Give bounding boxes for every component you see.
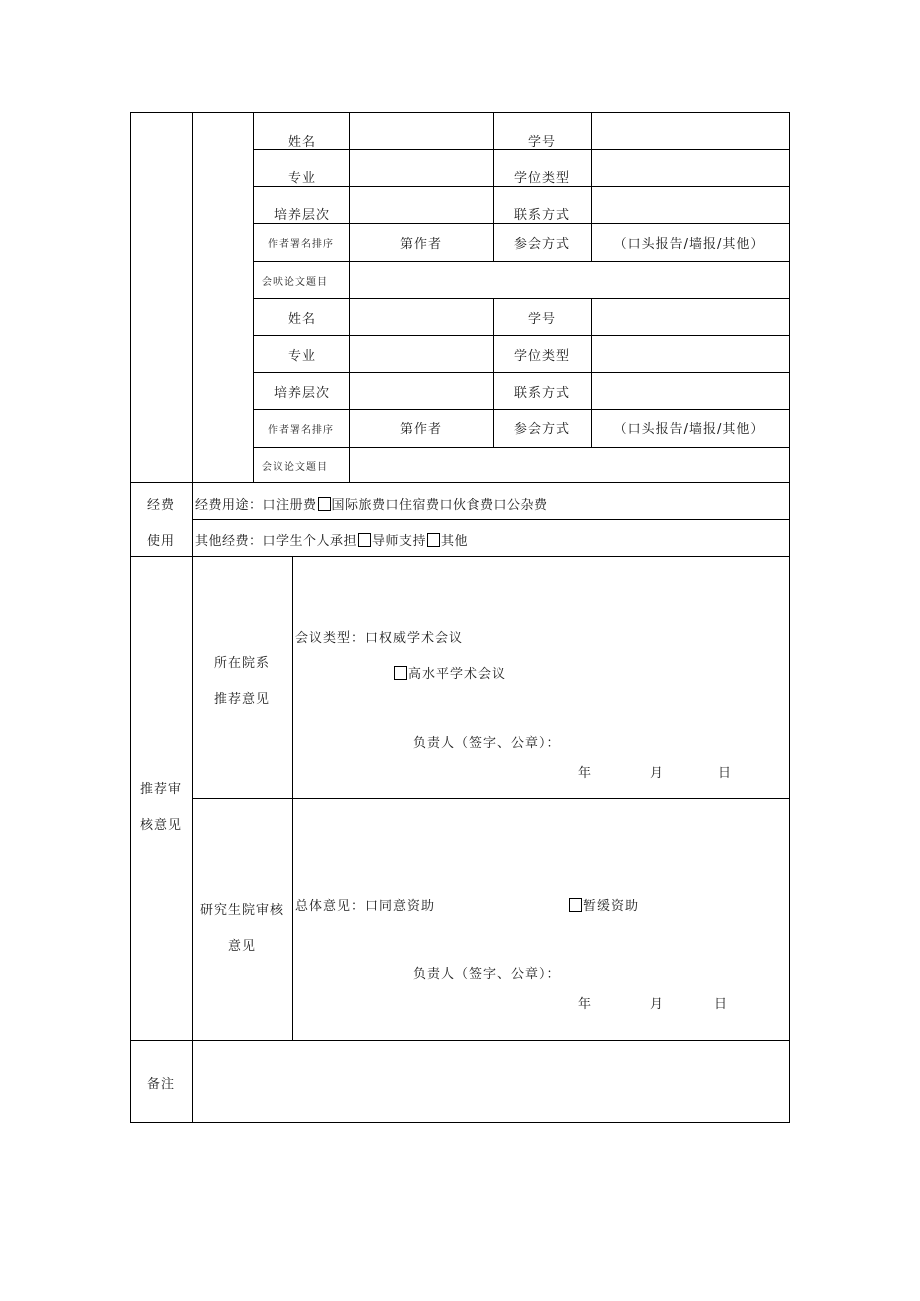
student-id-label: 学号 [527, 135, 557, 150]
major-label: 专业 [287, 349, 317, 364]
grad-day-label: 日 [714, 997, 729, 1012]
dept-label-line1: 所在院系 [213, 656, 271, 671]
grad-year-label: 年 [578, 997, 593, 1012]
funding-usage-items[interactable]: 国际旅费口住宿费口伙食费口公杂费 [331, 498, 548, 513]
major-label: 专业 [287, 171, 317, 186]
funding-label-line2: 使用 [146, 534, 176, 549]
contact-label: 联系方式 [513, 386, 571, 401]
grad-opinion-option2-row [568, 895, 639, 914]
review-label-line2: 核意见 [139, 818, 183, 833]
contact-field[interactable] [594, 189, 786, 221]
paper-title-label: 会吠论文题目 [262, 277, 328, 288]
funding-other-prefix[interactable]: 其他经费：口学生个人承担 [195, 534, 358, 549]
grad-signer-label: 负责人（签字、公章）： [413, 967, 561, 982]
grad-opinion-option2[interactable]: 暂缓资助 [583, 899, 640, 914]
degree-type-field[interactable] [594, 338, 786, 370]
funding-other-supervisor[interactable]: 导师支持 [372, 534, 427, 549]
degree-type-field[interactable] [594, 152, 786, 184]
participation-label: 参会方式 [513, 237, 571, 252]
name-field[interactable] [352, 301, 490, 333]
dept-conference-type-option2[interactable]: 高水平学术会议 [408, 667, 507, 682]
paper-title-label: 会议论文题目 [262, 462, 328, 473]
funding-other-row [195, 530, 468, 549]
checkbox-icon[interactable] [318, 497, 331, 511]
review-label-line1: 推荐审 [139, 782, 183, 797]
checkbox-icon[interactable] [358, 533, 371, 547]
dept-conference-type-option2-row [393, 663, 506, 682]
grad-label-line2: 意见 [227, 939, 257, 954]
funding-usage-row [195, 494, 548, 513]
remarks-field[interactable] [195, 1043, 786, 1120]
student-id-field[interactable] [594, 301, 786, 333]
level-label: 培养层次 [273, 386, 331, 401]
funding-other-misc[interactable]: 其他 [441, 534, 469, 549]
name-label: 姓名 [287, 312, 317, 327]
funding-usage-prefix[interactable]: 经费用途：口注册费 [195, 498, 317, 513]
participation-options[interactable]: （口头报告/墙报/其他） [613, 422, 765, 437]
name-label: 姓名 [287, 135, 317, 150]
paper-title-field[interactable] [352, 264, 786, 296]
degree-type-label: 学位类型 [513, 349, 571, 364]
grad-month-label: 月 [650, 997, 665, 1012]
degree-type-label: 学位类型 [513, 171, 571, 186]
dept-month-label: 月 [650, 766, 665, 781]
level-field[interactable] [352, 189, 490, 221]
funding-label-line1: 经费 [146, 498, 176, 513]
participation-options[interactable]: （口头报告/墙报/其他） [613, 237, 765, 252]
checkbox-icon[interactable] [427, 533, 440, 547]
author-rank-label: 作者署名排序 [268, 425, 334, 436]
major-field[interactable] [352, 338, 490, 370]
level-label: 培养层次 [273, 208, 331, 223]
author-rank-label: 作者署名排序 [268, 239, 334, 250]
remarks-label: 备注 [146, 1077, 176, 1092]
name-field[interactable] [352, 115, 490, 147]
contact-field[interactable] [594, 375, 786, 407]
contact-label: 联系方式 [513, 208, 571, 223]
major-field[interactable] [352, 152, 490, 184]
dept-year-label: 年 [578, 766, 593, 781]
participation-label: 参会方式 [513, 422, 571, 437]
grad-label-line1: 研究生院审核 [199, 903, 285, 918]
checkbox-icon[interactable] [569, 898, 582, 912]
grad-opinion[interactable]: 总体意见：口同意资助 [295, 899, 436, 914]
student-id-label: 学号 [527, 312, 557, 327]
dept-label-line2: 推荐意见 [213, 692, 271, 707]
author-rank-value[interactable]: 第作者 [399, 237, 443, 252]
dept-signer-label: 负责人（签字、公章）： [413, 736, 561, 751]
author-rank-value[interactable]: 第作者 [399, 422, 443, 437]
student-id-field[interactable] [594, 115, 786, 147]
paper-title-field[interactable] [352, 450, 786, 480]
level-field[interactable] [352, 375, 490, 407]
dept-conference-type[interactable]: 会议类型：口权威学术会议 [295, 631, 464, 646]
dept-day-label: 日 [718, 766, 733, 781]
checkbox-icon[interactable] [394, 666, 407, 680]
